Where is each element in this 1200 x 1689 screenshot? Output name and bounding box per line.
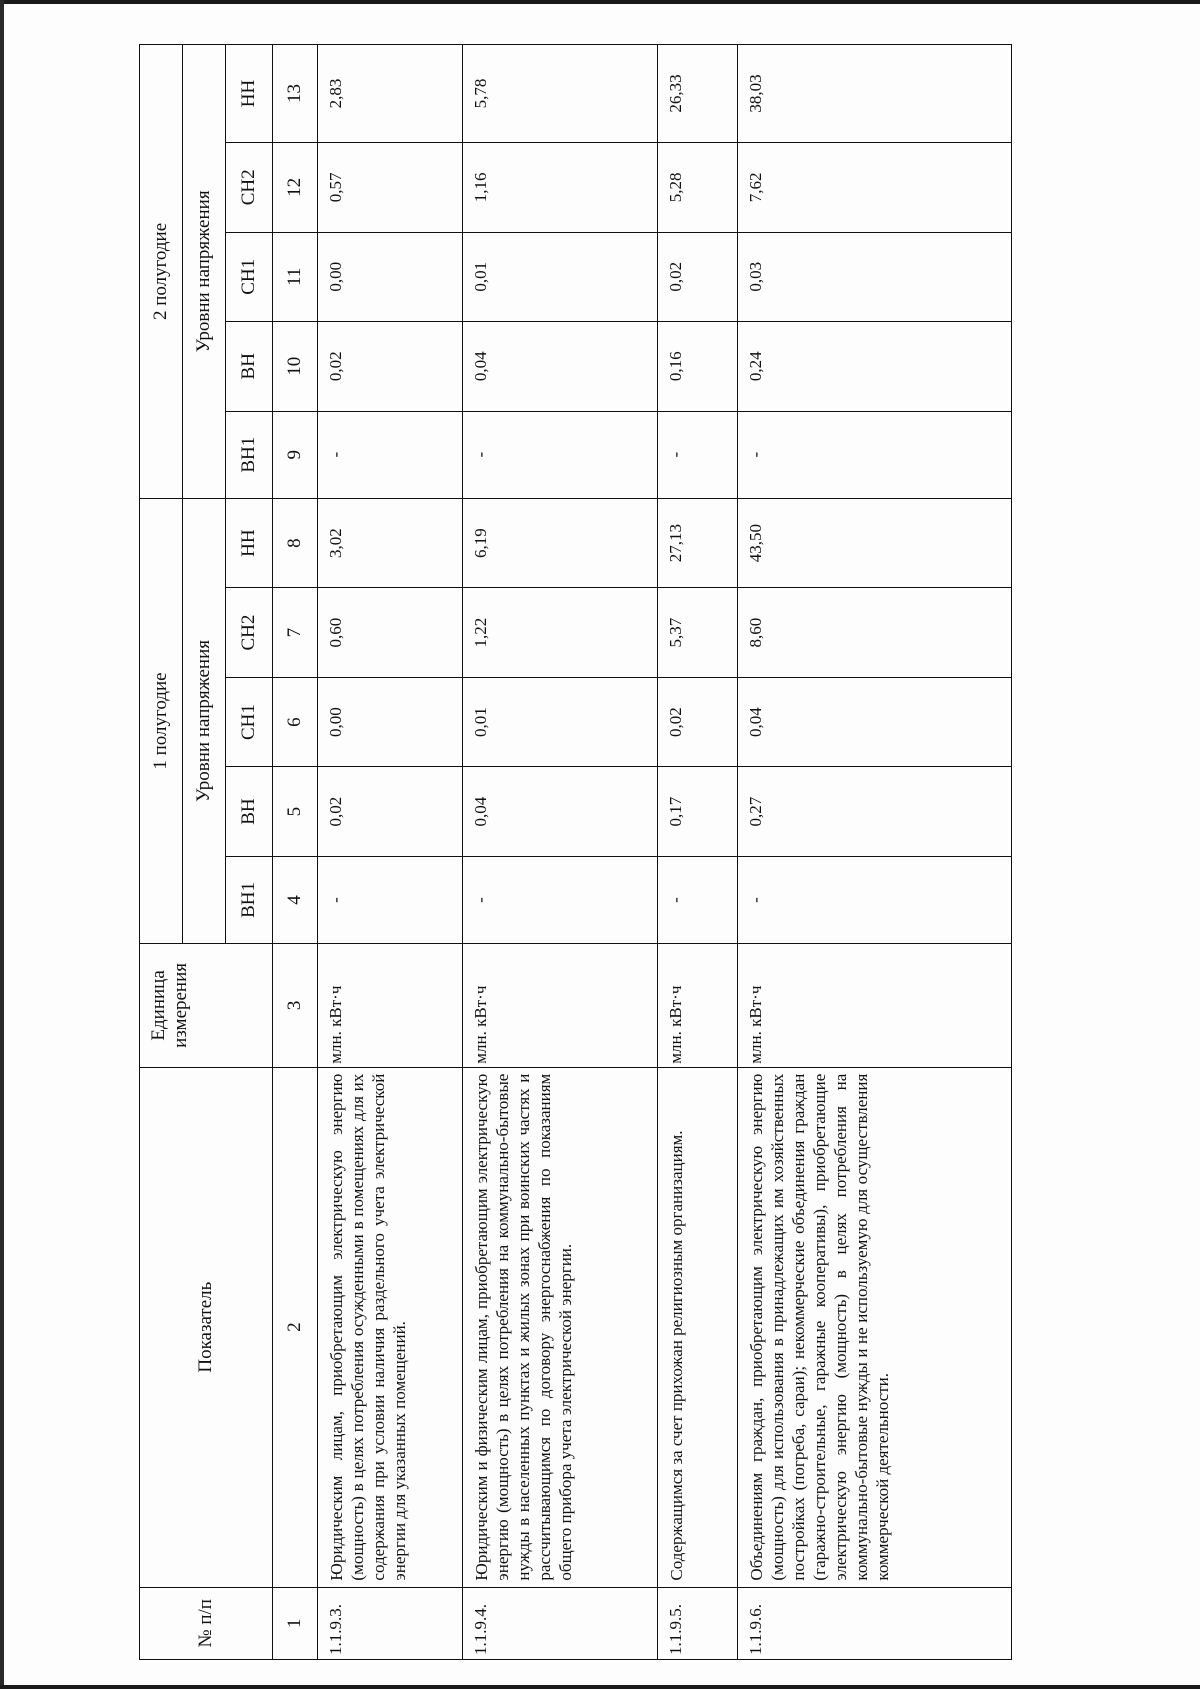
level-nn: НН [226,45,273,143]
table-row [318,45,463,1660]
header-half-1: 1 полугодие [140,498,183,943]
row-number: 1.1.9.5. [658,1587,738,1659]
value-h1-vn: 0,02 [318,767,463,856]
table-row [738,45,1012,1660]
scan-edge-left [0,0,4,1689]
rotated-table-wrapper [139,44,1084,1660]
col-number: 9 [273,411,318,498]
header-unit: Единица измерения [140,944,273,1068]
value-h1-sn1: 0,04 [738,677,1012,766]
col-number: 8 [273,498,318,587]
value-h2-nn: 38,03 [738,45,1012,143]
col-number: 6 [273,677,318,766]
value-h2-vn: 0,24 [738,322,1012,411]
value-h1-nn: 6,19 [463,498,658,587]
value-h2-sn1: 0,02 [658,232,738,321]
value-h2-vn: 0,02 [318,322,463,411]
col-number: 5 [273,767,318,856]
col-number: 13 [273,45,318,143]
value-h1-vn1: - [463,856,658,943]
value-h1-vn1: - [738,856,1012,943]
value-h1-nn: 43,50 [738,498,1012,587]
value-h1-nn: 27,13 [658,498,738,587]
table-row [463,45,658,1660]
col-number: 11 [273,232,318,321]
value-h1-vn: 0,17 [658,767,738,856]
row-unit: млн. кВт·ч [463,944,658,1068]
level-sn1: СН1 [226,232,273,321]
header-indicator: Показатель [140,1067,273,1587]
col-number: 4 [273,856,318,943]
value-h1-sn1: 0,00 [318,677,463,766]
scan-edge-top [0,0,1200,4]
level-vn: ВН [226,322,273,411]
col-number: 3 [273,944,318,1068]
value-h1-vn1: - [318,856,463,943]
row-indicator: Объединениям граждан, приобретающим электрическую энергию (мощность) для использования в принадлежащих им хозяйственных постройках (погреба, сараи); некоммерческие объединения граждан (гаражно-строительные, гаражные кооперативы), приобретающие электрическую энергию (мощность) в целях потребления на коммунально-бытовые нужды и не используемую для осуществления коммерческой деятельности. [738,1067,1012,1587]
column-number-row [273,45,318,1660]
value-h2-sn2: 1,16 [463,143,658,232]
value-h2-vn: 0,16 [658,322,738,411]
value-h2-nn: 26,33 [658,45,738,143]
value-h2-sn1: 0,01 [463,232,658,321]
value-h1-sn1: 0,02 [658,677,738,766]
value-h1-vn: 0,27 [738,767,1012,856]
value-h1-nn: 3,02 [318,498,463,587]
row-unit: млн. кВт·ч [658,944,738,1068]
value-h1-vn1: - [658,856,738,943]
row-number: 1.1.9.4. [463,1587,658,1659]
value-h2-vn1: - [738,411,1012,498]
value-h2-nn: 2,83 [318,45,463,143]
value-h1-sn2: 1,22 [463,588,658,677]
value-h1-sn2: 5,37 [658,588,738,677]
header-levels-1: Уровни напряжения [183,498,226,943]
col-number: 1 [273,1587,318,1659]
col-number: 7 [273,588,318,677]
consumption-table [139,44,1012,1660]
scan-edge-bottom [0,1685,1200,1689]
value-h2-sn1: 0,00 [318,232,463,321]
header-no: № п/п [140,1587,273,1659]
level-vn1: ВН1 [226,856,273,943]
row-unit: млн. кВт·ч [738,944,1012,1068]
row-number: 1.1.9.6. [738,1587,1012,1659]
header-levels-2: Уровни напряжения [183,45,226,499]
level-vn1: ВН1 [226,411,273,498]
value-h2-vn1: - [463,411,658,498]
value-h1-vn: 0,04 [463,767,658,856]
col-number: 12 [273,143,318,232]
value-h2-sn2: 0,57 [318,143,463,232]
col-number: 10 [273,322,318,411]
value-h2-vn1: - [658,411,738,498]
level-sn2: СН2 [226,143,273,232]
row-unit: млн. кВт·ч [318,944,463,1068]
value-h2-sn2: 5,28 [658,143,738,232]
table-row [658,45,738,1660]
level-vn: ВН [226,767,273,856]
value-h1-sn2: 8,60 [738,588,1012,677]
value-h1-sn2: 0,60 [318,588,463,677]
row-indicator: Юридическим лицам, приобретающим электрическую энергию (мощность) в целях потребления осужденными в помещениях для их содержания при условии наличия раздельного учета электрической энергии для указанных помещений. [318,1067,463,1587]
header-row-1 [140,45,183,1660]
value-h2-sn2: 7,62 [738,143,1012,232]
col-number: 2 [273,1067,318,1587]
value-h2-nn: 5,78 [463,45,658,143]
level-sn1: СН1 [226,677,273,766]
level-nn: НН [226,498,273,587]
value-h2-vn: 0,04 [463,322,658,411]
row-number: 1.1.9.3. [318,1587,463,1659]
level-sn2: СН2 [226,588,273,677]
value-h2-sn1: 0,03 [738,232,1012,321]
row-indicator: Юридическим и физическим лицам, приобретающим электрическую энергию (мощность) в целях потребления на коммунально-бытовые нужды в населенных пунктах и жилых зонах при воинских частях и рассчитывающимся по договору энергоснабжения по показаниям общего прибора учета электрической энергии. [463,1067,658,1587]
value-h2-vn1: - [318,411,463,498]
row-indicator: Содержащимся за счет прихожан религиозным организациям. [658,1067,738,1587]
value-h1-sn1: 0,01 [463,677,658,766]
header-half-2: 2 полугодие [140,45,183,499]
